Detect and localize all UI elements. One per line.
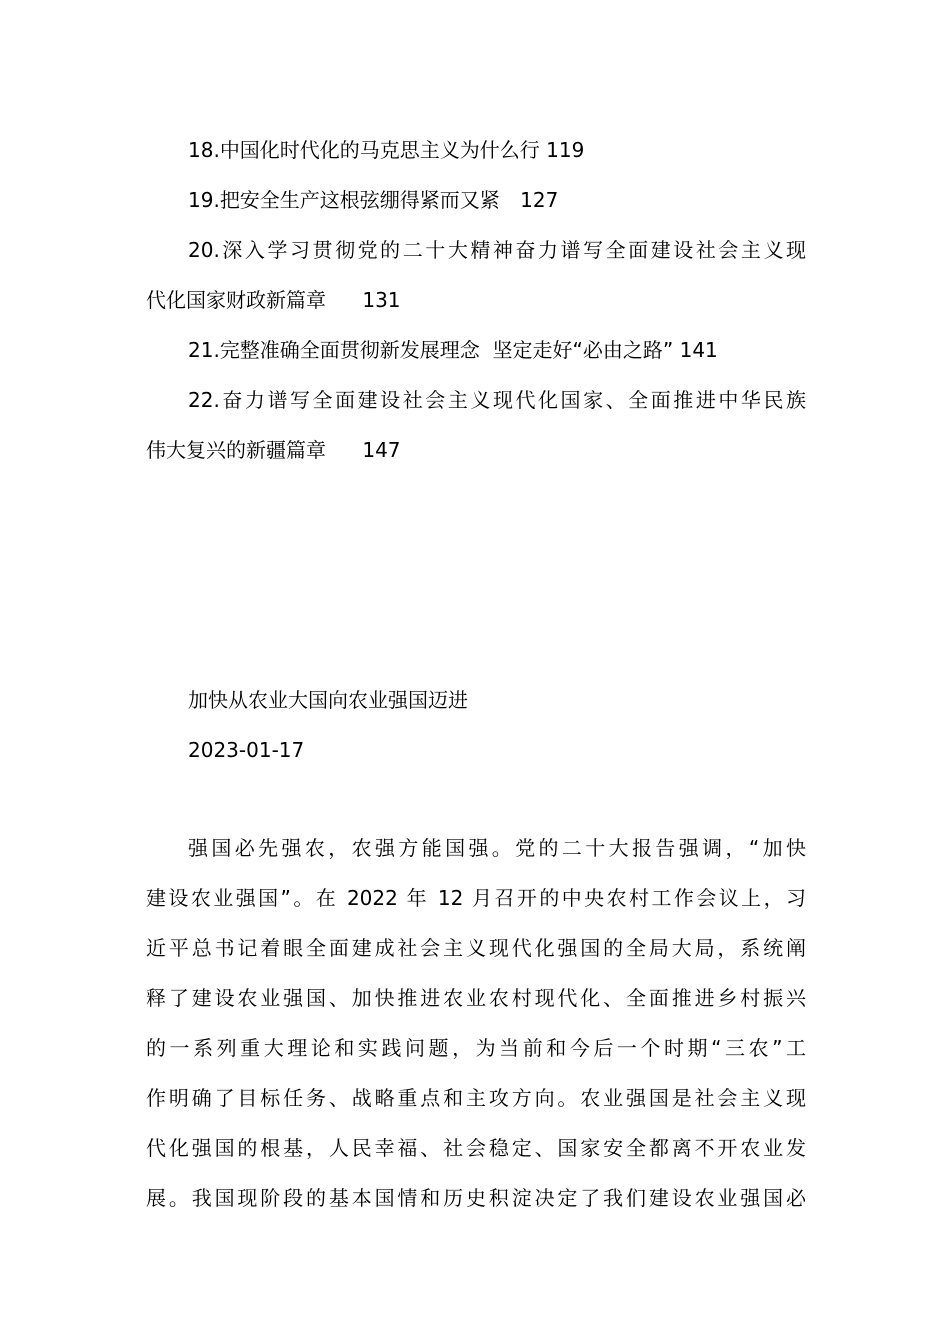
toc-page: 127 xyxy=(520,188,559,212)
article-line: 释了建设农业强国、加快推进农业农村现代化、全面推进乡村振兴 xyxy=(146,986,806,1010)
article-date: 2023-01-17 xyxy=(188,738,305,762)
toc-page: 131 xyxy=(362,288,401,312)
toc-title: 伟大复兴的新疆篇章 xyxy=(146,438,326,462)
toc-entry-22-line2 xyxy=(146,436,806,464)
toc-page: 119 xyxy=(546,138,585,162)
toc-title: 中国化时代化的马克思主义为什么行 xyxy=(219,138,540,162)
article-line: 建设农业强国”。在 2022 年 12 月召开的中央农村工作会议上，习 xyxy=(146,886,806,910)
toc-title: 把安全生产这根弦绷得紧而又紧 xyxy=(219,188,500,212)
article-line: 近平总书记着眼全面建成社会主义现代化强国的全局大局，系统阐 xyxy=(146,936,806,960)
toc-entry-18 xyxy=(188,136,806,164)
toc-number: 22. xyxy=(188,388,220,412)
article-line: 强国必先强农，农强方能国强。党的二十大报告强调，“加快 xyxy=(188,836,806,860)
toc-page: 147 xyxy=(362,438,401,462)
article-line: 作明确了目标任务、战略重点和主攻方向。农业强国是社会主义现 xyxy=(146,1086,806,1110)
article-line: 代化强国的根基，人民幸福、社会稳定、国家安全都离不开农业发 xyxy=(146,1136,806,1160)
toc-title: 深入学习贯彻党的二十大精神奋力谱写全面建设社会主义现 xyxy=(219,238,806,262)
toc-entry-22-line1 xyxy=(188,386,806,414)
toc-number: 20. xyxy=(188,238,220,262)
toc-title: 奋力谱写全面建设社会主义现代化国家、全面推进中华民族 xyxy=(219,388,806,412)
toc-entry-19 xyxy=(188,186,806,214)
toc-entry-20-line1 xyxy=(188,236,806,264)
article-line: 的一系列重大理论和实践问题，为当前和今后一个时期“三农”工 xyxy=(146,1036,806,1060)
toc-page: 141 xyxy=(679,338,718,362)
article-line: 展。我国现阶段的基本国情和历史积淀决定了我们建设农业强国必 xyxy=(146,1186,806,1210)
toc-title: 代化国家财政新篇章 xyxy=(146,288,326,312)
toc-title: 完整准确全面贯彻新发展理念 坚定走好“必由之路” xyxy=(219,338,674,362)
toc-number: 19. xyxy=(188,188,220,212)
toc-number: 21. xyxy=(188,338,220,362)
toc-number: 18. xyxy=(188,138,220,162)
toc-entry-21 xyxy=(188,336,806,364)
article-title: 加快从农业大国向农业强国迈进 xyxy=(188,688,468,712)
toc-entry-20-line2 xyxy=(146,286,806,314)
